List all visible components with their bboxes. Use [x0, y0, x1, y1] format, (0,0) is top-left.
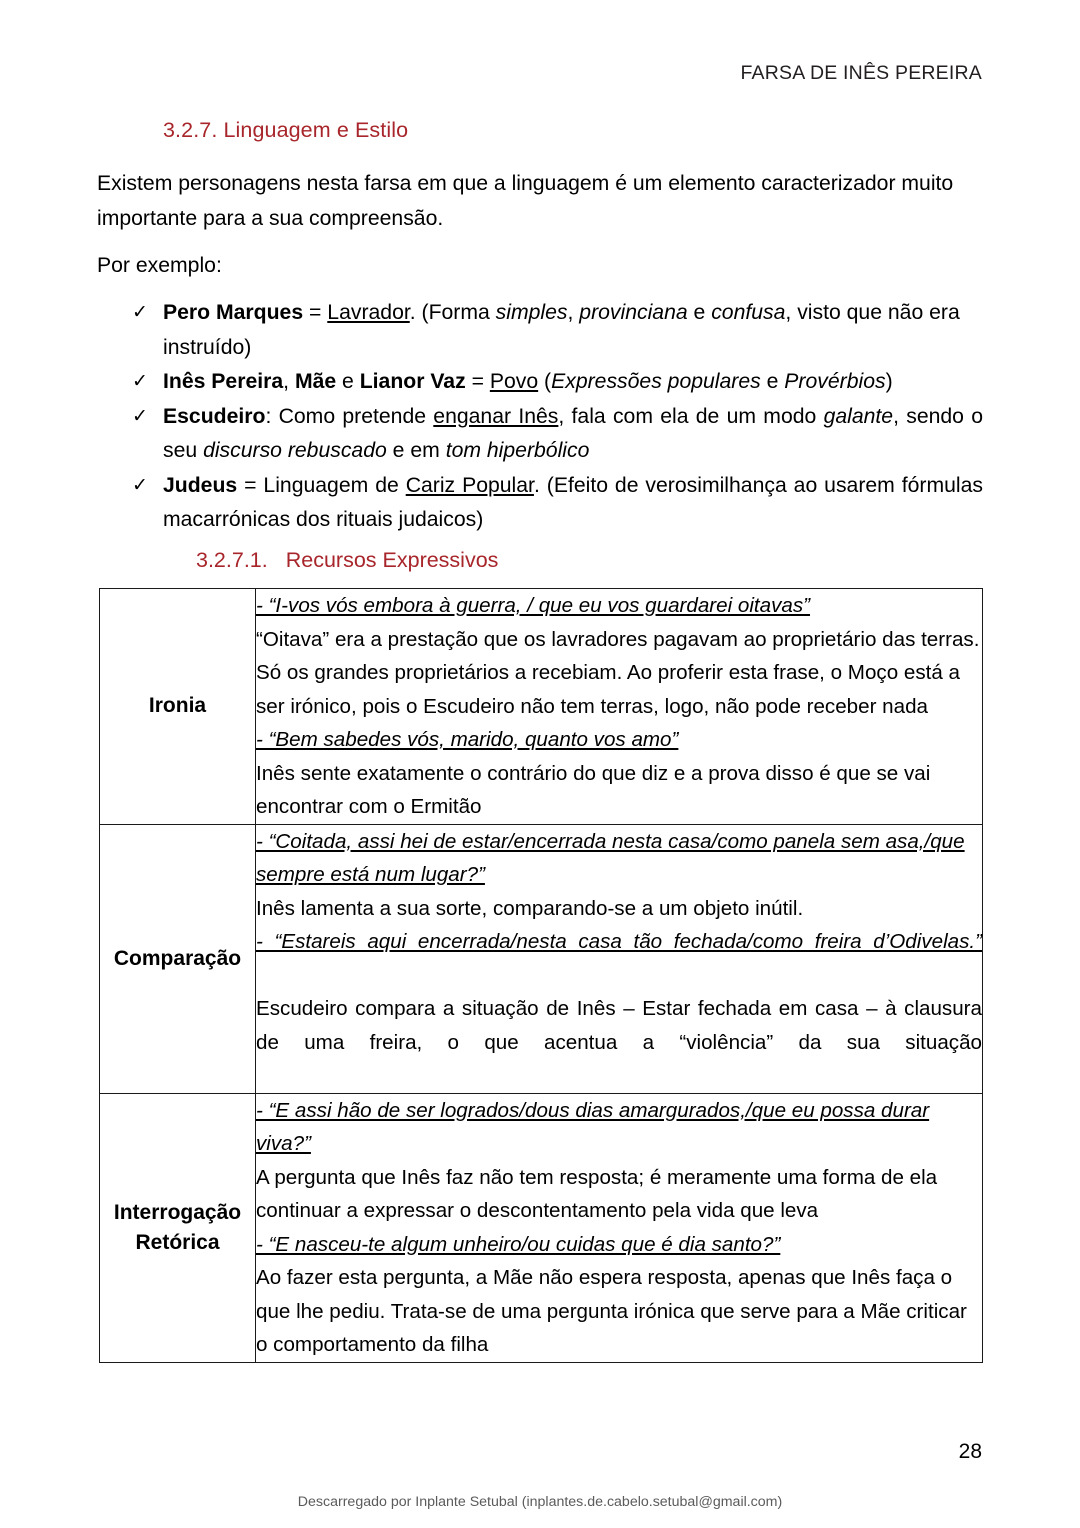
explanation-line: Escudeiro compara a situação de Inês – Estar fechada em casa – à clausura de uma freira, o que acentua a “violência” da sua situação: [256, 997, 982, 1054]
intro-paragraph: Existem personagens nesta farsa em que a linguagem é um elemento caracterizador muito importante para a sua compreensão.: [97, 172, 954, 230]
row-label-comparacao: Comparação: [100, 824, 256, 1093]
table-row: [100, 1093, 983, 1362]
row-content-interrogacao-retorica: [256, 1093, 983, 1362]
quote-line: - “E assi hão de ser logrados/dous dias amargurados,/que eu possa durar viva?”: [256, 1098, 930, 1155]
subsection-title: Recursos Expressivos: [285, 548, 499, 572]
row-label-interrogacao-retorica: [100, 1093, 256, 1362]
table-row: [100, 589, 983, 825]
subsection-number: 3.2.7.1.: [196, 548, 268, 572]
explanation-line: Ao fazer esta pergunta, a Mãe não espera resposta, apenas que Inês faça o que lhe pediu. Trata-se de uma pergunta irónica que serve para a Mãe criticar o comportamento da filha: [256, 1266, 967, 1356]
quote-line: - “Bem sabedes vós, marido, quanto vos amo”: [256, 728, 679, 751]
row-content-comparacao: [256, 824, 983, 1093]
download-note: Descarregado por Inplante Setubal (inplantes.de.cabelo.setubal@gmail.com): [297, 1494, 783, 1510]
quote-line: - “Estareis aqui encerrada/nesta casa tão fechada/como freira d’Odivelas.”: [256, 930, 982, 953]
explanation-line: Inês sente exatamente o contrário do que diz e a prova disso é que se vai encontrar com o Ermitão: [256, 761, 931, 818]
row-label-line-1: Interrogação: [113, 1200, 242, 1224]
running-header: FARSA DE INÊS PEREIRA: [740, 62, 982, 84]
list-item: [97, 296, 983, 365]
check-icon: ✓: [132, 405, 148, 427]
character-language-checklist: [97, 296, 983, 538]
expressive-resources-table: [99, 588, 983, 1363]
page-number: 28: [958, 1440, 982, 1463]
subsection-heading: [196, 548, 498, 573]
section-heading: 3.2.7. Linguagem e Estilo: [163, 118, 409, 142]
quote-line: - “I-vos vós embora à guerra, / que eu vos guardarei oitavas”: [256, 594, 811, 617]
row-label-line-2: Retórica: [135, 1230, 220, 1254]
quote-line: - “Coitada, assi hei de estar/encerrada nesta casa/como panela sem asa,/que sempre está num lugar?”: [256, 829, 965, 886]
list-item: [97, 365, 983, 400]
quote-line: - “E nasceu-te algum unheiro/ou cuidas que é dia santo?”: [256, 1232, 781, 1256]
table-row: [100, 824, 983, 1093]
explanation-line: Inês lamenta a sua sorte, comparando-se a um objeto inútil.: [256, 896, 804, 920]
explanation-line: A pergunta que Inês faz não tem resposta; é meramente uma forma de ela continuar a expressar o descontentamento pela vida que leva: [256, 1165, 938, 1222]
check-icon: ✓: [132, 302, 148, 323]
check-icon: ✓: [132, 371, 148, 392]
list-item-text: Inês Pereira, Mãe e Lianor Vaz = Povo (Expressões populares e Provérbios): [163, 370, 893, 393]
list-item: [97, 400, 983, 469]
explanation-line: “Oitava” era a prestação que os lavradores pagavam ao proprietário das terras. Só os grandes proprietários a recebiam. Ao proferir esta frase, o Moço está a ser irónico, pois o Escudeiro não tem terras, logo, não pode receber nada: [256, 627, 980, 718]
list-item-text: Pero Marques = Lavrador. (Forma simples, provinciana e confusa, visto que não era instruído): [163, 301, 960, 359]
example-lead-paragraph: Por exemplo:: [97, 254, 222, 277]
check-icon: ✓: [132, 474, 148, 496]
list-item: [97, 469, 983, 538]
row-label-ironia: Ironia: [100, 589, 256, 825]
list-item-text: Judeus = Linguagem de Cariz Popular. (Efeito de verosimilhança ao usarem fórmulas macarrónicas dos rituais judaicos): [163, 473, 983, 531]
list-item-text: Escudeiro: Como pretende enganar Inês, fala com ela de um modo galante, sendo o seu discurso rebuscado e em tom hiperbólico: [163, 404, 983, 462]
row-content-ironia: [256, 589, 983, 825]
